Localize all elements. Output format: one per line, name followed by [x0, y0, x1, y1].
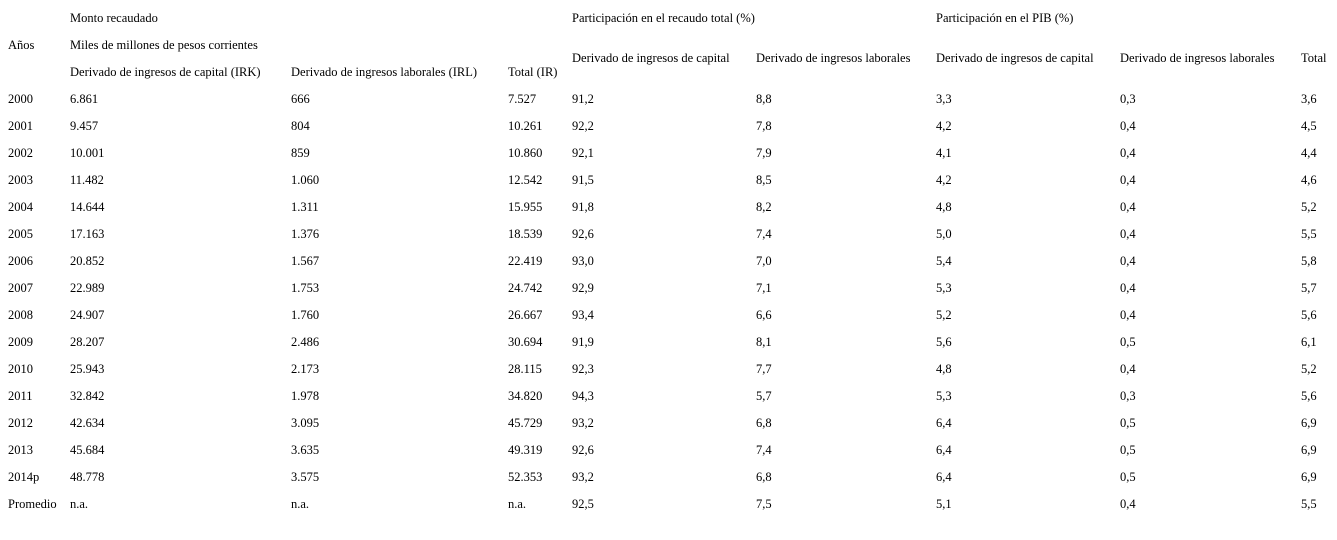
- cell-pib-capital: 4,8: [936, 200, 952, 214]
- header-participacion-recaudo: Participación en el recaudo total (%): [572, 11, 755, 25]
- header-pib-laborales: Derivado de ingresos laborales: [1120, 51, 1275, 65]
- cell-rec-laborales: 5,7: [756, 389, 772, 403]
- cell-pib-total: 4,5: [1301, 119, 1317, 133]
- cell-year: 2012: [8, 416, 33, 430]
- cell-rec-laborales: 7,4: [756, 227, 772, 241]
- cell-rec-laborales: 7,7: [756, 362, 772, 376]
- cell-year: 2008: [8, 308, 33, 322]
- cell-rec-capital: 91,9: [572, 335, 594, 349]
- cell-monto-total: 30.694: [508, 335, 543, 349]
- cell-pib-total: 4,6: [1301, 173, 1317, 187]
- table-row: [0, 470, 1337, 486]
- cell-monto-capital: 48.778: [70, 470, 105, 484]
- cell-monto-total: 12.542: [508, 173, 543, 187]
- cell-pib-laborales: 0,5: [1120, 443, 1136, 457]
- cell-pib-capital: 4,2: [936, 119, 952, 133]
- cell-monto-capital: 6.861: [70, 92, 99, 106]
- cell-pib-capital: 5,2: [936, 308, 952, 322]
- cell-pib-capital: 3,3: [936, 92, 952, 106]
- cell-monto-capital: 10.001: [70, 146, 105, 160]
- cell-monto-capital: 42.634: [70, 416, 105, 430]
- cell-pib-total: 5,5: [1301, 227, 1317, 241]
- cell-monto-laborales: 1.760: [291, 308, 320, 322]
- cell-rec-laborales: 6,8: [756, 470, 772, 484]
- header-rec-laborales: Derivado de ingresos laborales: [756, 51, 911, 65]
- cell-monto-laborales: 1.978: [291, 389, 320, 403]
- cell-pib-capital: 4,1: [936, 146, 952, 160]
- cell-year: 2010: [8, 362, 33, 376]
- cell-pib-total: 5,6: [1301, 308, 1317, 322]
- cell-monto-total: 10.860: [508, 146, 543, 160]
- header-monto-recaudado: Monto recaudado: [70, 11, 158, 25]
- cell-pib-total: 5,2: [1301, 362, 1317, 376]
- table-row: [0, 308, 1337, 324]
- cell-monto-laborales: 666: [291, 92, 310, 106]
- cell-rec-laborales: 7,8: [756, 119, 772, 133]
- cell-monto-capital: 24.907: [70, 308, 105, 322]
- cell-monto-laborales: 1.567: [291, 254, 320, 268]
- cell-monto-laborales: 2.486: [291, 335, 320, 349]
- cell-monto-capital: 45.684: [70, 443, 105, 457]
- cell-pib-laborales: 0,4: [1120, 254, 1136, 268]
- cell-pib-laborales: 0,4: [1120, 227, 1136, 241]
- cell-monto-laborales: 1.060: [291, 173, 320, 187]
- cell-rec-capital: 93,4: [572, 308, 594, 322]
- table-row: [0, 92, 1337, 108]
- cell-pib-total: 6,9: [1301, 443, 1317, 457]
- header-anios: Años: [8, 38, 35, 52]
- cell-rec-laborales: 8,2: [756, 200, 772, 214]
- table-row: [0, 254, 1337, 270]
- cell-monto-capital: 11.482: [70, 173, 104, 187]
- cell-rec-capital: 91,5: [572, 173, 594, 187]
- cell-monto-total: 52.353: [508, 470, 543, 484]
- table-row: [0, 173, 1337, 189]
- cell-rec-laborales: 8,5: [756, 173, 772, 187]
- table-row: [0, 443, 1337, 459]
- cell-rec-laborales: 6,6: [756, 308, 772, 322]
- cell-monto-total: 10.261: [508, 119, 543, 133]
- cell-monto-capital: 9.457: [70, 119, 99, 133]
- cell-pib-capital: 5,3: [936, 389, 952, 403]
- cell-monto-total: 45.729: [508, 416, 543, 430]
- cell-rec-capital: 92,6: [572, 443, 594, 457]
- cell-monto-total: 15.955: [508, 200, 543, 214]
- cell-pib-laborales: 0,4: [1120, 146, 1136, 160]
- header-miles-millones: Miles de millones de pesos corrientes: [70, 38, 258, 52]
- table-row: [0, 497, 1337, 513]
- header-pib-total: Total: [1301, 51, 1327, 65]
- cell-pib-capital: 6,4: [936, 443, 952, 457]
- cell-year: 2006: [8, 254, 33, 268]
- cell-year: 2011: [8, 389, 33, 403]
- cell-rec-laborales: 7,0: [756, 254, 772, 268]
- cell-rec-capital: 91,8: [572, 200, 594, 214]
- cell-year: 2005: [8, 227, 33, 241]
- cell-pib-total: 4,4: [1301, 146, 1317, 160]
- cell-monto-laborales: 804: [291, 119, 310, 133]
- cell-monto-total: 18.539: [508, 227, 543, 241]
- cell-rec-capital: 92,1: [572, 146, 594, 160]
- table-row: [0, 389, 1337, 405]
- cell-year: 2007: [8, 281, 33, 295]
- cell-rec-capital: 92,5: [572, 497, 594, 511]
- cell-pib-laborales: 0,4: [1120, 497, 1136, 511]
- cell-monto-total: n.a.: [508, 497, 527, 511]
- cell-year: 2014p: [8, 470, 40, 484]
- table-row: [0, 281, 1337, 297]
- table-row: [0, 362, 1337, 378]
- cell-year: 2001: [8, 119, 33, 133]
- cell-rec-capital: 94,3: [572, 389, 594, 403]
- cell-rec-capital: 92,9: [572, 281, 594, 295]
- cell-monto-total: 49.319: [508, 443, 543, 457]
- cell-monto-capital: 25.943: [70, 362, 105, 376]
- cell-monto-laborales: 3.635: [291, 443, 320, 457]
- cell-monto-capital: n.a.: [70, 497, 89, 511]
- cell-monto-total: 24.742: [508, 281, 543, 295]
- cell-year: 2000: [8, 92, 33, 106]
- cell-monto-capital: 14.644: [70, 200, 105, 214]
- cell-rec-capital: 92,6: [572, 227, 594, 241]
- cell-rec-capital: 93,2: [572, 416, 594, 430]
- cell-monto-laborales: 859: [291, 146, 310, 160]
- cell-monto-laborales: 1.311: [291, 200, 319, 214]
- cell-rec-laborales: 6,8: [756, 416, 772, 430]
- cell-pib-laborales: 0,5: [1120, 416, 1136, 430]
- table-row: [0, 200, 1337, 216]
- cell-monto-total: 28.115: [508, 362, 542, 376]
- header-participacion-pib: Participación en el PIB (%): [936, 11, 1074, 25]
- cell-monto-total: 22.419: [508, 254, 543, 268]
- cell-monto-capital: 20.852: [70, 254, 105, 268]
- table-row: [0, 227, 1337, 243]
- header-rec-capital: Derivado de ingresos de capital: [572, 51, 730, 65]
- cell-pib-capital: 4,2: [936, 173, 952, 187]
- cell-rec-capital: 93,2: [572, 470, 594, 484]
- cell-monto-capital: 32.842: [70, 389, 105, 403]
- cell-pib-total: 5,7: [1301, 281, 1317, 295]
- cell-pib-laborales: 0,4: [1120, 173, 1136, 187]
- cell-pib-capital: 5,3: [936, 281, 952, 295]
- cell-pib-total: 6,1: [1301, 335, 1317, 349]
- cell-pib-laborales: 0,4: [1120, 119, 1136, 133]
- table-row: [0, 119, 1337, 135]
- cell-pib-total: 6,9: [1301, 416, 1317, 430]
- cell-rec-capital: 92,2: [572, 119, 594, 133]
- cell-monto-laborales: n.a.: [291, 497, 310, 511]
- cell-pib-laborales: 0,4: [1120, 281, 1136, 295]
- cell-rec-capital: 93,0: [572, 254, 594, 268]
- cell-pib-laborales: 0,3: [1120, 389, 1136, 403]
- cell-pib-total: 5,2: [1301, 200, 1317, 214]
- cell-monto-total: 26.667: [508, 308, 543, 322]
- cell-year: 2003: [8, 173, 33, 187]
- cell-monto-total: 7.527: [508, 92, 537, 106]
- cell-monto-laborales: 1.376: [291, 227, 320, 241]
- cell-pib-capital: 6,4: [936, 416, 952, 430]
- cell-monto-laborales: 3.095: [291, 416, 320, 430]
- cell-year: 2009: [8, 335, 33, 349]
- cell-pib-total: 5,5: [1301, 497, 1317, 511]
- cell-year: Promedio: [8, 497, 57, 511]
- cell-pib-laborales: 0,4: [1120, 200, 1136, 214]
- cell-pib-capital: 5,0: [936, 227, 952, 241]
- cell-rec-laborales: 7,4: [756, 443, 772, 457]
- cell-rec-capital: 92,3: [572, 362, 594, 376]
- cell-monto-capital: 17.163: [70, 227, 105, 241]
- header-pib-capital: Derivado de ingresos de capital: [936, 51, 1094, 65]
- table-row: [0, 416, 1337, 432]
- cell-monto-total: 34.820: [508, 389, 543, 403]
- cell-year: 2013: [8, 443, 33, 457]
- cell-year: 2002: [8, 146, 33, 160]
- cell-monto-laborales: 1.753: [291, 281, 320, 295]
- header-monto-capital: Derivado de ingresos de capital (IRK): [70, 65, 261, 79]
- header-monto-laborales: Derivado de ingresos laborales (IRL): [291, 65, 478, 79]
- cell-rec-laborales: 7,1: [756, 281, 772, 295]
- cell-year: 2004: [8, 200, 33, 214]
- cell-pib-capital: 5,1: [936, 497, 952, 511]
- cell-pib-laborales: 0,4: [1120, 308, 1136, 322]
- cell-rec-laborales: 8,1: [756, 335, 772, 349]
- cell-monto-capital: 22.989: [70, 281, 105, 295]
- cell-rec-laborales: 7,9: [756, 146, 772, 160]
- cell-rec-capital: 91,2: [572, 92, 594, 106]
- cell-pib-capital: 5,4: [936, 254, 952, 268]
- cell-pib-laborales: 0,4: [1120, 362, 1136, 376]
- cell-pib-total: 6,9: [1301, 470, 1317, 484]
- cell-rec-laborales: 7,5: [756, 497, 772, 511]
- cell-rec-laborales: 8,8: [756, 92, 772, 106]
- cell-pib-total: 5,6: [1301, 389, 1317, 403]
- cell-pib-laborales: 0,3: [1120, 92, 1136, 106]
- cell-pib-laborales: 0,5: [1120, 335, 1136, 349]
- cell-pib-total: 5,8: [1301, 254, 1317, 268]
- cell-pib-laborales: 0,5: [1120, 470, 1136, 484]
- cell-monto-laborales: 2.173: [291, 362, 320, 376]
- cell-monto-capital: 28.207: [70, 335, 105, 349]
- cell-pib-capital: 5,6: [936, 335, 952, 349]
- cell-pib-capital: 6,4: [936, 470, 952, 484]
- table-row: [0, 146, 1337, 162]
- cell-pib-capital: 4,8: [936, 362, 952, 376]
- cell-pib-total: 3,6: [1301, 92, 1317, 106]
- table-row: [0, 335, 1337, 351]
- cell-monto-laborales: 3.575: [291, 470, 320, 484]
- header-monto-total: Total (IR): [508, 65, 558, 79]
